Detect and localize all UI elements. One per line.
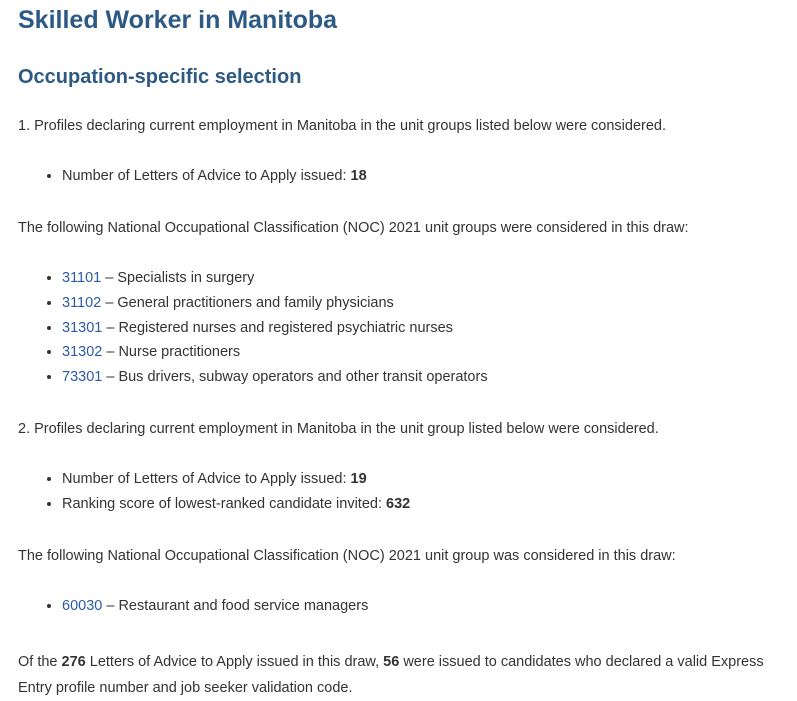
noc-list-item xyxy=(62,318,488,343)
section-heading: Occupation-specific selection xyxy=(18,66,302,88)
noc-link-31302[interactable]: 31302 xyxy=(62,344,103,361)
section1-noc-list xyxy=(18,268,488,392)
summary-total: 276 xyxy=(61,654,86,670)
section1-stats-list xyxy=(18,166,367,191)
noc-link-73301[interactable]: 73301 xyxy=(62,369,103,386)
noc-list-item xyxy=(62,342,488,367)
noc-link-31301[interactable]: 31301 xyxy=(62,319,103,336)
noc-description: – Nurse practitioners xyxy=(102,344,241,361)
summary-text: Of the xyxy=(18,654,62,670)
noc-description: – Restaurant and food service managers xyxy=(102,598,369,614)
summary-text: Letters of Advice to Apply issued in this draw, xyxy=(85,654,384,670)
section2-noc-intro: The following National Occupational Classification (NOC) 2021 unit group was considered in this draw: xyxy=(18,548,676,564)
section1-noc-intro: The following National Occupational Classification (NOC) 2021 unit groups were considered in this draw: xyxy=(18,220,689,236)
stat-value: 19 xyxy=(350,471,367,487)
page-title: Skilled Worker in Manitoba xyxy=(18,6,338,34)
summary-text: were issued to candidates who declared a valid Express Entry profile number and job seeker validation code. xyxy=(18,654,764,696)
stat-value: 632 xyxy=(386,495,411,512)
noc-list-item xyxy=(62,596,368,621)
noc-link-31102[interactable]: 31102 xyxy=(62,294,102,311)
stat-label: Number of Letters of Advice to Apply issued: xyxy=(62,168,351,184)
noc-link-31101[interactable]: 31101 xyxy=(62,270,102,286)
noc-description: – General practitioners and family physicians xyxy=(101,294,394,311)
stat-value: 18 xyxy=(350,168,367,184)
list-item xyxy=(62,469,410,494)
summary-paragraph xyxy=(18,649,793,701)
noc-description: – Bus drivers, subway operators and other transit operators xyxy=(102,369,488,386)
section2-intro: 2. Profiles declaring current employment in Manitoba in the unit group listed below were considered. xyxy=(18,421,659,437)
noc-list-item xyxy=(62,268,488,293)
summary-count: 56 xyxy=(383,654,400,670)
list-item xyxy=(62,494,410,519)
stat-label: Number of Letters of Advice to Apply issued: xyxy=(62,471,351,487)
noc-list-item xyxy=(62,367,488,392)
noc-list-item xyxy=(62,293,488,318)
stat-label: Ranking score of lowest-ranked candidate invited: xyxy=(62,495,387,512)
noc-description: – Specialists in surgery xyxy=(101,270,255,286)
section2-noc-list xyxy=(18,596,368,621)
list-item xyxy=(62,166,367,191)
noc-description: – Registered nurses and registered psychiatric nurses xyxy=(102,319,453,336)
section1-intro: 1. Profiles declaring current employment in Manitoba in the unit groups listed below were considered. xyxy=(18,118,667,134)
noc-link-60030[interactable]: 60030 xyxy=(62,598,103,614)
section2-stats-list xyxy=(18,469,410,519)
